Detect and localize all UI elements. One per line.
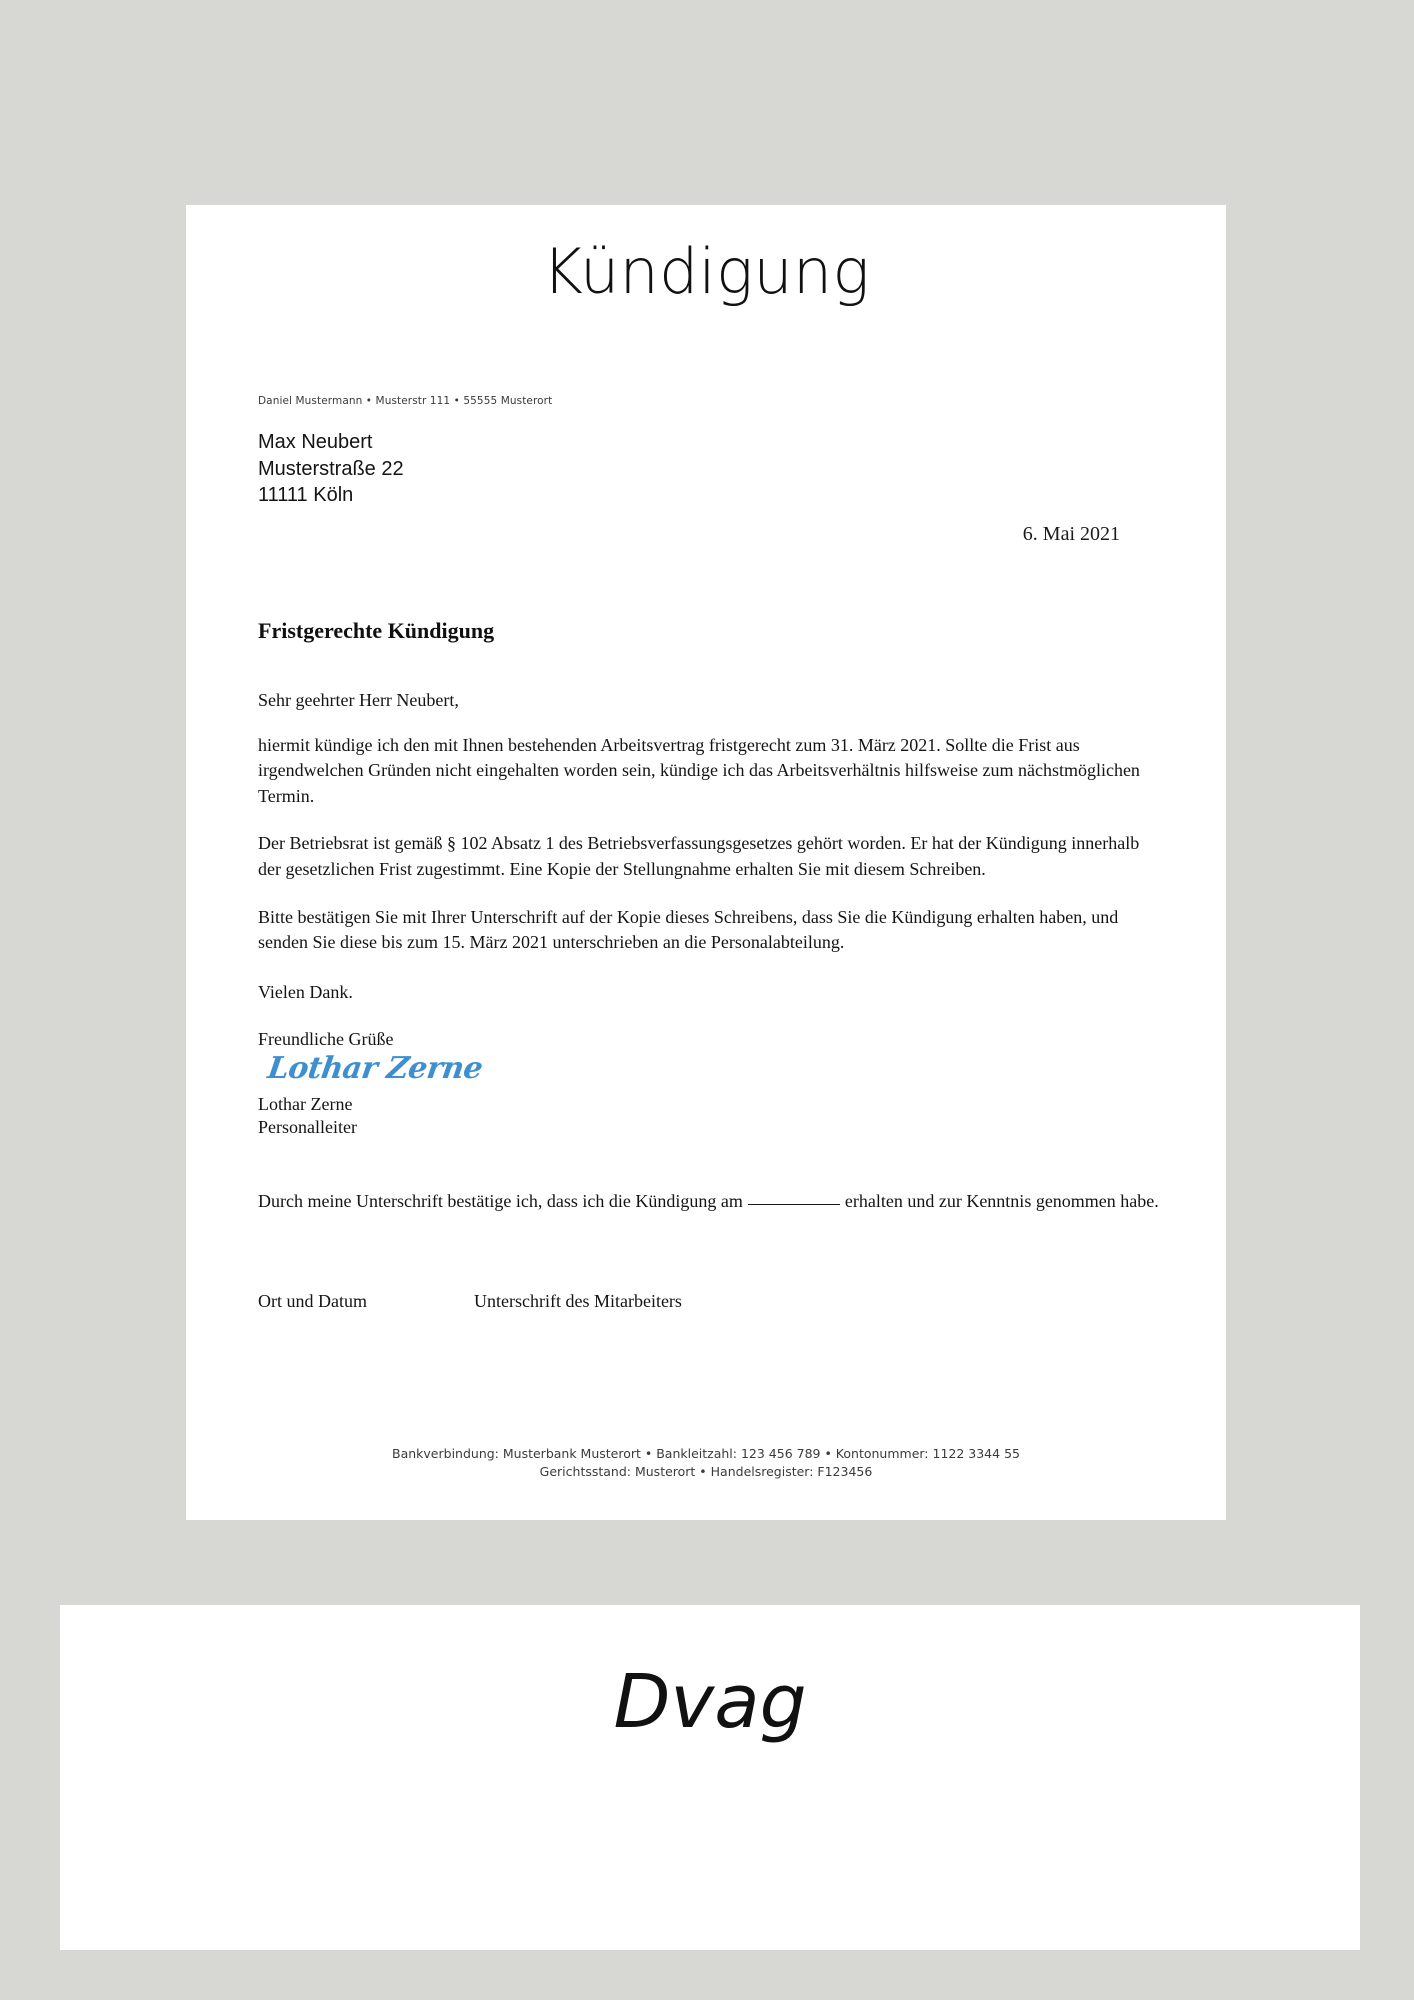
body-paragraph-2: Der Betriebsrat ist gemäß § 102 Absatz 1 des Betriebsverfassungsgesetzes gehört worden. Er hat der Kündigung innerhalb der gesetzlichen Frist zugestimmt. Eine Kopie der Stellungnahme erhalten Sie mit diesem Schreiben.	[258, 833, 1140, 879]
label-employee-signature: Unterschrift des Mitarbeiters	[474, 1290, 682, 1311]
signature-labels-row	[258, 1291, 1166, 1312]
acknowledgement-text-after: erhalten und zur Kenntnis genommen habe.	[844, 1191, 1159, 1212]
document-footer	[186, 1445, 1226, 1483]
label-place-and-date: Ort und Datum	[258, 1290, 367, 1311]
caption-label: Dvag	[613, 1659, 807, 1745]
document-sheet	[186, 205, 1226, 1520]
body-paragraph-1: hiermit kündige ich den mit Ihnen bestehenden Arbeitsvertrag fristgerecht zum 31. März 2021. Sollte die Frist aus irgendwelchen Gründen nicht eingehalten worden sein, kündige ich das Arbeitsverhältnis hilfsweise zum nächstmöglichen Termin.	[258, 734, 1140, 806]
handwritten-signature: Lothar Zerne	[265, 1050, 485, 1086]
footer-registry-details: Gerichtsstand: Musterort • Handelsregister: F123456	[539, 1464, 873, 1480]
signer-role: Personalleiter	[258, 1117, 357, 1137]
closing-line: Freundliche Grüße	[258, 1028, 394, 1049]
acknowledgement-text-before: Durch meine Unterschrift bestätige ich, dass ich die Kündigung am	[258, 1191, 743, 1212]
recipient-street: Musterstraße 22	[258, 457, 404, 480]
letter-salutation: Sehr geehrter Herr Neubert,	[258, 689, 459, 710]
caption-panel	[60, 1605, 1360, 1950]
page-title: Kündigung	[542, 235, 870, 308]
acknowledgement-date-blank[interactable]	[748, 1204, 840, 1205]
recipient-name: Max Neubert	[258, 431, 373, 453]
letter-body	[186, 395, 1226, 1312]
body-paragraph-3: Bitte bestätigen Sie mit Ihrer Unterschrift auf der Kopie dieses Schreibens, dass Sie die Kündigung erhalten haben, und senden Sie diese bis zum 15. März 2021 unterschrieben an die Personalabteilung.	[258, 906, 1119, 953]
acknowledgement-paragraph	[258, 1189, 1166, 1215]
thanks-line: Vielen Dank.	[258, 981, 353, 1002]
letter-subject: Fristgerechte Kündigung	[258, 617, 495, 643]
signer-block	[258, 1093, 1166, 1140]
recipient-address-block	[258, 429, 1166, 509]
signer-name: Lothar Zerne	[258, 1093, 353, 1114]
sender-return-address: Daniel Mustermann • Musterstr 111 • 55555 Musterort	[258, 395, 553, 407]
letter-date: 6. Mai 2021	[1022, 522, 1120, 545]
recipient-city: 11111 Köln	[258, 484, 354, 507]
footer-bank-details: Bankverbindung: Musterbank Musterort • Bankleitzahl: 123 456 789 • Kontonummer: 1122 3344 55	[392, 1445, 1020, 1461]
